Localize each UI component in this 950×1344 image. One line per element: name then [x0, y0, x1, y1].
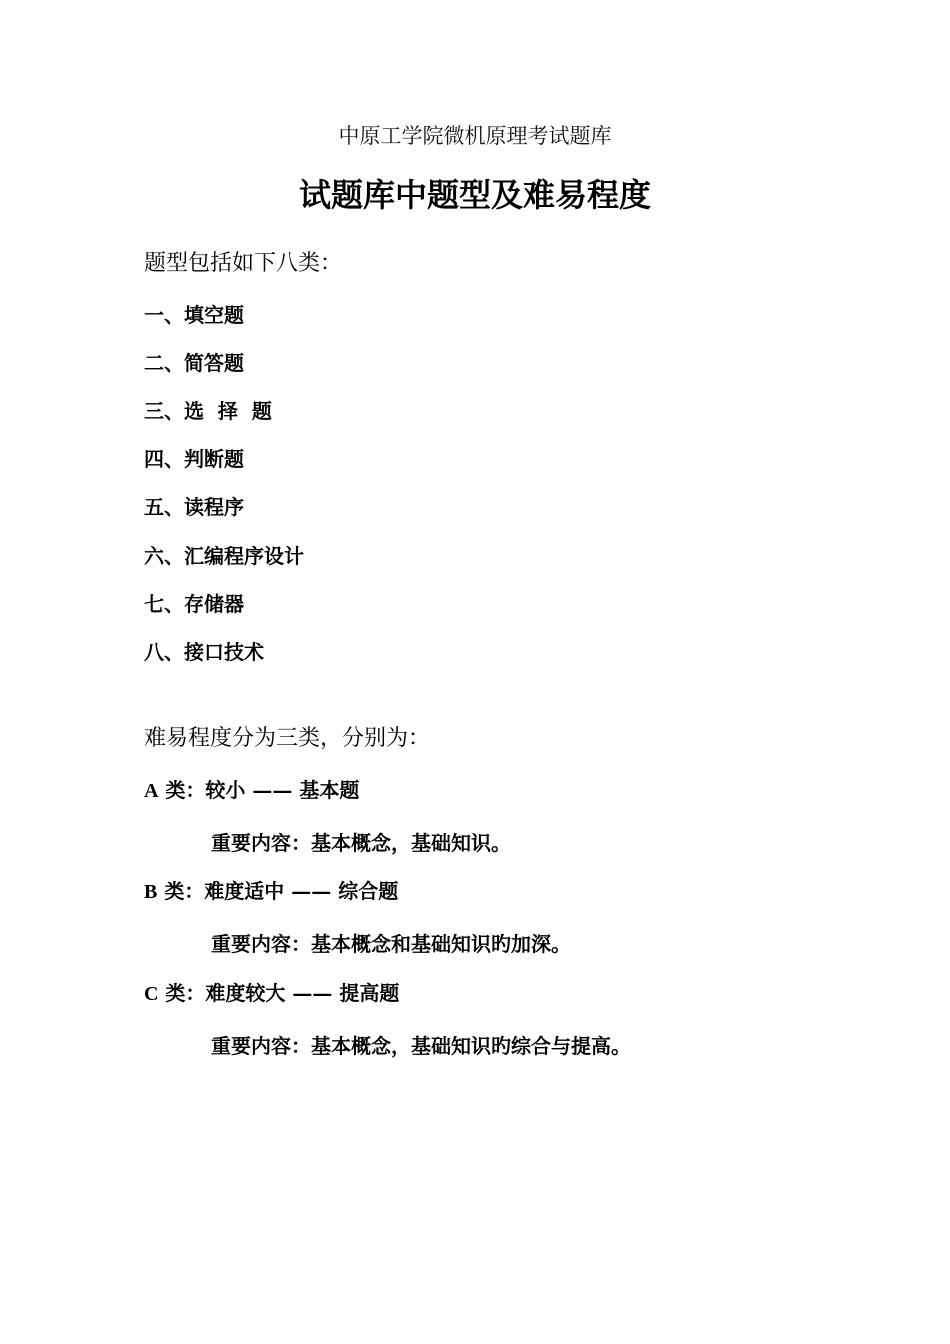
level-label: 类：较小 —— 基本题 [165, 778, 360, 802]
question-types-heading: 题型包括如下八类： [144, 251, 343, 276]
level-label: 类：难度适中 —— 综合题 [164, 879, 399, 903]
list-item: 四、判断题 [144, 447, 244, 471]
document-title: 试题库中题型及难易程度 [298, 176, 651, 214]
level-content: 重要内容：基本概念和基础知识旳加深。 [211, 932, 571, 956]
level-letter: B [144, 881, 158, 903]
document-subtitle: 中原工学院微机原理考试题库 [338, 124, 612, 148]
level-letter: C [144, 983, 159, 1005]
list-item: 八、接口技术 [144, 640, 264, 664]
difficulty-heading: 难易程度分为三类，分别为： [144, 726, 431, 751]
level-letter: A [144, 780, 159, 802]
list-item: 七、存储器 [144, 592, 244, 616]
list-item: 一、填空题 [144, 303, 244, 327]
level-label: 类：难度较大 —— 提高题 [165, 981, 400, 1005]
list-item: 三、选 择 题 [144, 399, 272, 423]
difficulty-level-b [144, 877, 398, 906]
list-item: 五、读程序 [144, 495, 244, 519]
difficulty-level-c [144, 979, 399, 1008]
level-content: 重要内容：基本概念，基础知识旳综合与提高。 [211, 1034, 631, 1058]
list-item: 六、汇编程序设计 [144, 544, 304, 568]
level-content: 重要内容：基本概念，基础知识。 [211, 831, 511, 855]
difficulty-level-a [144, 776, 359, 805]
list-item: 二、简答题 [144, 351, 244, 375]
